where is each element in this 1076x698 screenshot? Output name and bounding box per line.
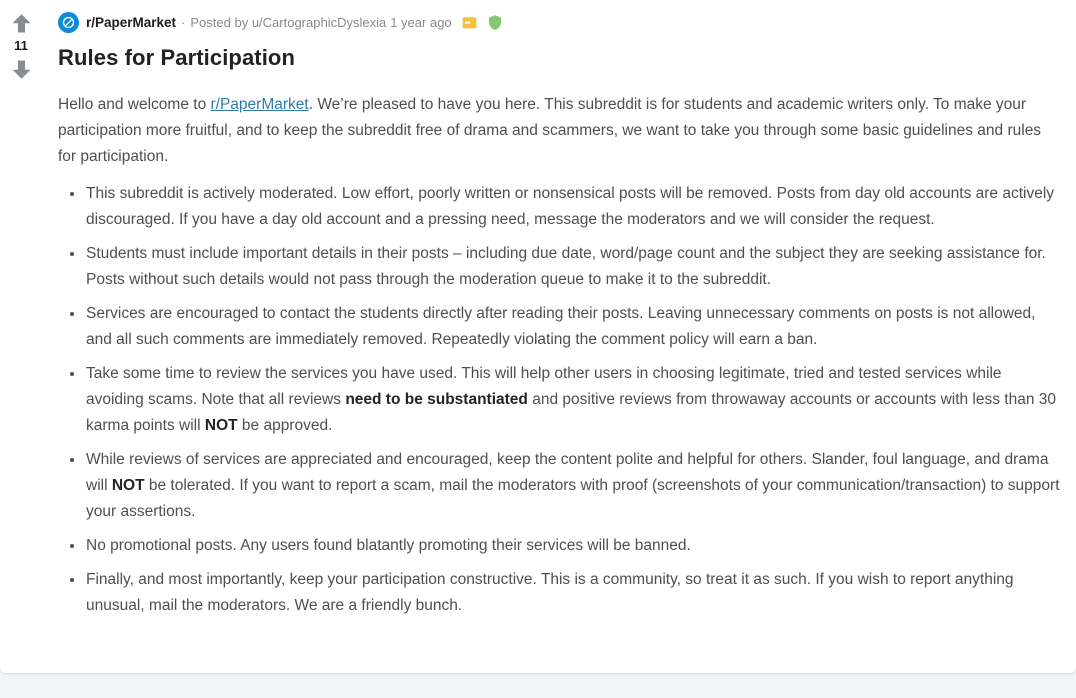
post-content xyxy=(42,0,1076,673)
list-item xyxy=(85,567,1060,619)
bold-text: NOT xyxy=(204,417,238,434)
list-item xyxy=(85,241,1060,293)
subreddit-avatar-icon[interactable] xyxy=(58,12,79,33)
text-segment: be tolerated. If you want to report a scam, mail the moderators with proof (screenshots of your communication/transaction) to support your assertions. xyxy=(86,477,1060,520)
text-segment: This subreddit is actively moderated. Low effort, poorly written or nonsensical posts will be removed. Posts from day old accounts are actively discouraged. If you have a day old account and a pressing need, message the moderators and we will consider the request. xyxy=(86,185,1055,228)
bold-text: NOT xyxy=(111,477,145,494)
rules-list xyxy=(58,181,1060,619)
text-segment: Students must include important details in their posts – including due date, word/page count and the subject they are seeking assistance for. Posts without such details would not pass through the moderation queue to make it to the subreddit. xyxy=(86,245,1046,288)
text-segment: No promotional posts. Any users found blatantly promoting their services will be banned. xyxy=(86,537,691,554)
text-segment: While reviews of services are appreciated and encouraged, keep the content polite and helpful for others. Slander, foul language, and drama will xyxy=(86,451,1049,494)
list-item xyxy=(85,181,1060,233)
list-item xyxy=(85,533,1060,559)
list-item xyxy=(85,361,1060,439)
text-segment: Finally, and most importantly, keep your participation constructive. This is a community, so treat it as such. If you wish to report anything unusual, mail the moderators. We are a friendly bunch. xyxy=(86,571,1014,614)
text-segment: Services are encouraged to contact the students directly after reading their posts. Leaving unnecessary comments on posts is not allowed, and all such comments are immediately removed. Repeatedly violating the comment policy will earn a ban. xyxy=(86,305,1036,348)
intro-paragraph xyxy=(58,92,1060,170)
downvote-button[interactable] xyxy=(9,57,33,81)
vote-count: 11 xyxy=(14,38,28,53)
upvote-arrow-icon xyxy=(11,13,32,34)
bold-text: need to be substantiated xyxy=(345,391,528,408)
posted-by-text: Posted by u/CartographicDyslexia xyxy=(190,14,387,30)
upvote-button[interactable] xyxy=(9,11,33,35)
text-segment: be approved. xyxy=(237,417,333,434)
text-segment: Hello and welcome to xyxy=(58,96,211,113)
text-segment: Take some time to review the services you have used. This will help other users in choosing legitimate, tried and tested services while avoiding scams. Note that all reviews xyxy=(86,365,1002,408)
gold-box-award-icon[interactable] xyxy=(461,14,478,31)
post-meta xyxy=(58,12,1060,33)
text-segment: and positive reviews from throwaway accounts or accounts with less than 30 karma points will xyxy=(86,391,1057,434)
subreddit-inline-link[interactable]: r/PaperMarket xyxy=(210,96,309,113)
text-segment: . We’re pleased to have you here. This subreddit is for students and academic writers only. To make your participation more fruitful, and to keep the subreddit free of drama and scammers, we want to take you through some basic guidelines and rules for participation. xyxy=(58,96,1042,165)
green-shield-award-icon[interactable] xyxy=(487,14,503,31)
list-item xyxy=(85,301,1060,353)
list-item xyxy=(85,447,1060,525)
meta-separator: · xyxy=(181,14,186,30)
downvote-arrow-icon xyxy=(11,59,32,80)
subreddit-name-link[interactable]: r/PaperMarket xyxy=(86,14,177,30)
post-title: Rules for Participation xyxy=(58,45,296,70)
post-time-link[interactable]: 1 year ago xyxy=(390,14,452,30)
vote-column xyxy=(0,0,42,673)
